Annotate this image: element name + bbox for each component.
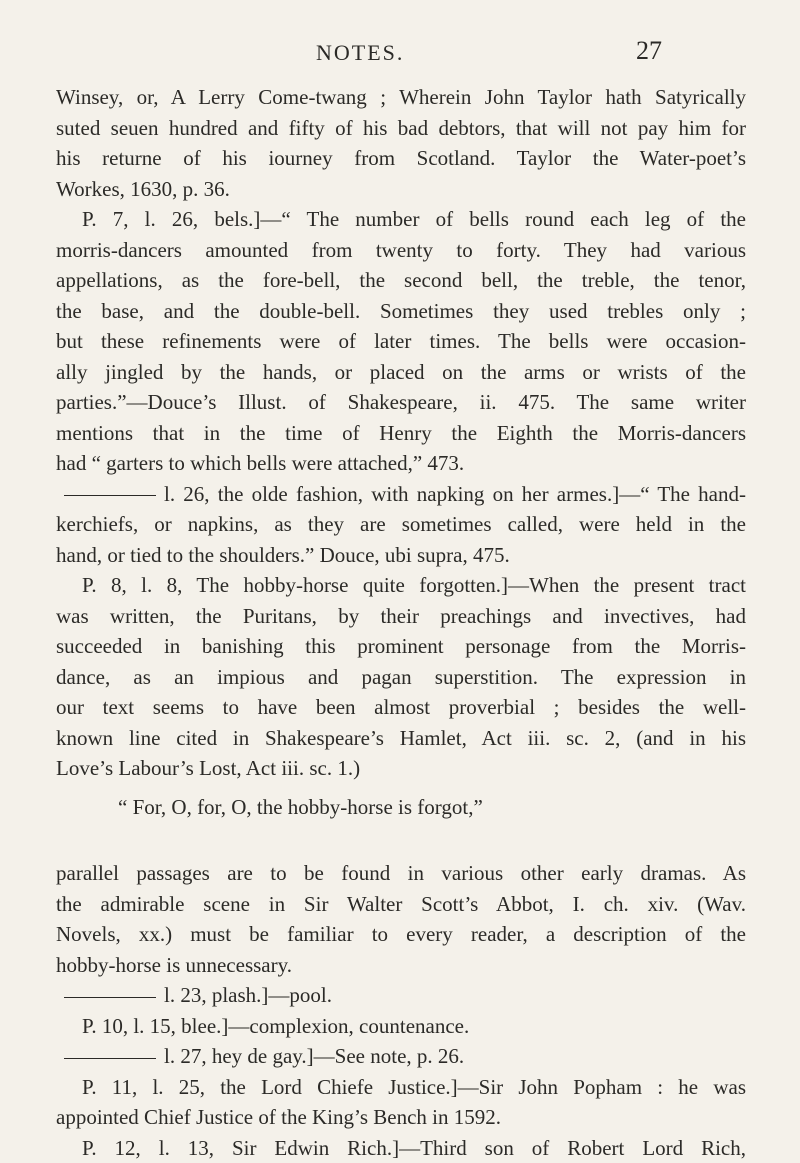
text-line: appellations, as the fore-bell, the second bell, the treble, the tenor, <box>56 265 746 296</box>
text-line: Winsey, or, A Lerry Come-twang ; Wherein John Taylor hath Satyrically <box>56 82 746 113</box>
text-line: the admirable scene in Sir Walter Scott’s Abbot, I. ch. xiv. (Wav. <box>56 889 746 920</box>
ditto-rule <box>64 1058 156 1059</box>
note-entry-start <box>56 1041 746 1072</box>
ditto-rule <box>64 997 156 998</box>
text-line: suted seuen hundred and fifty of his bad debtors, that will not pay him for <box>56 113 746 144</box>
page-header <box>0 40 800 76</box>
note-entry-start: P. 12, l. 13, Sir Edwin Rich.]—Third son of Robert Lord Rich, <box>56 1133 746 1163</box>
page-number: 27 <box>636 36 662 66</box>
text-line: was written, the Puritans, by their preachings and invectives, had <box>56 601 746 632</box>
text-line: known line cited in Shakespeare’s Hamlet, Act iii. sc. 2, (and in his <box>56 723 746 754</box>
text-line: kerchiefs, or napkins, as they are sometimes called, were held in the <box>56 509 746 540</box>
text-line: our text seems to have been almost proverbial ; besides the well- <box>56 692 746 723</box>
note-entry-start: P. 11, l. 25, the Lord Chiefe Justice.]—Sir John Popham : he was <box>56 1072 746 1103</box>
note-entry-start: P. 7, l. 26, bels.]—“ The number of bells round each leg of the <box>56 204 746 235</box>
text-line: parallel passages are to be found in various other early dramas. As <box>56 858 746 889</box>
text-line: but these refinements were of later times. The bells were occasion- <box>56 326 746 357</box>
note-entry-start: P. 10, l. 15, blee.]—complexion, countenance. <box>56 1011 746 1042</box>
text-line: his returne of his iourney from Scotland. Taylor the Water-poet’s <box>56 143 746 174</box>
text-line: hobby-horse is unnecessary. <box>56 950 746 981</box>
note-entry-start: P. 8, l. 8, The hobby-horse quite forgotten.]—When the present tract <box>56 570 746 601</box>
text-line: Love’s Labour’s Lost, Act iii. sc. 1.) <box>56 753 746 784</box>
text-line: l. 27, hey de gay.]—See note, p. 26. <box>164 1044 464 1068</box>
text-line: the base, and the double-bell. Sometimes they used trebles only ; <box>56 296 746 327</box>
text-line: Novels, xx.) must be familiar to every reader, a description of the <box>56 919 746 950</box>
text-line: succeeded in banishing this prominent personage from the Morris- <box>56 631 746 662</box>
running-head: NOTES. <box>316 40 404 66</box>
notes-body <box>56 82 746 1163</box>
text-line: mentions that in the time of Henry the Eighth the Morris-dancers <box>56 418 746 449</box>
text-line: l. 26, the olde fashion, with napking on her armes.]—“ The hand- <box>164 482 746 506</box>
text-line: parties.”—Douce’s Illust. of Shakespeare, ii. 475. The same writer <box>56 387 746 418</box>
text-line: l. 23, plash.]—pool. <box>164 983 332 1007</box>
text-line: Workes, 1630, p. 36. <box>56 174 746 205</box>
note-entry-start <box>56 479 746 510</box>
text-line: appointed Chief Justice of the King’s Bench in 1592. <box>56 1102 746 1133</box>
text-line: had “ garters to which bells were attached,” 473. <box>56 448 746 479</box>
text-line: ally jingled by the hands, or placed on the arms or wrists of the <box>56 357 746 388</box>
note-entry-start <box>56 980 746 1011</box>
text-line: hand, or tied to the shoulders.” Douce, ubi supra, 475. <box>56 540 746 571</box>
block-quote: “ For, O, for, O, the hobby-horse is forgot,” <box>56 792 746 823</box>
text-line: dance, as an impious and pagan superstition. The expression in <box>56 662 746 693</box>
text-line: morris-dancers amounted from twenty to forty. They had various <box>56 235 746 266</box>
ditto-rule <box>64 495 156 496</box>
